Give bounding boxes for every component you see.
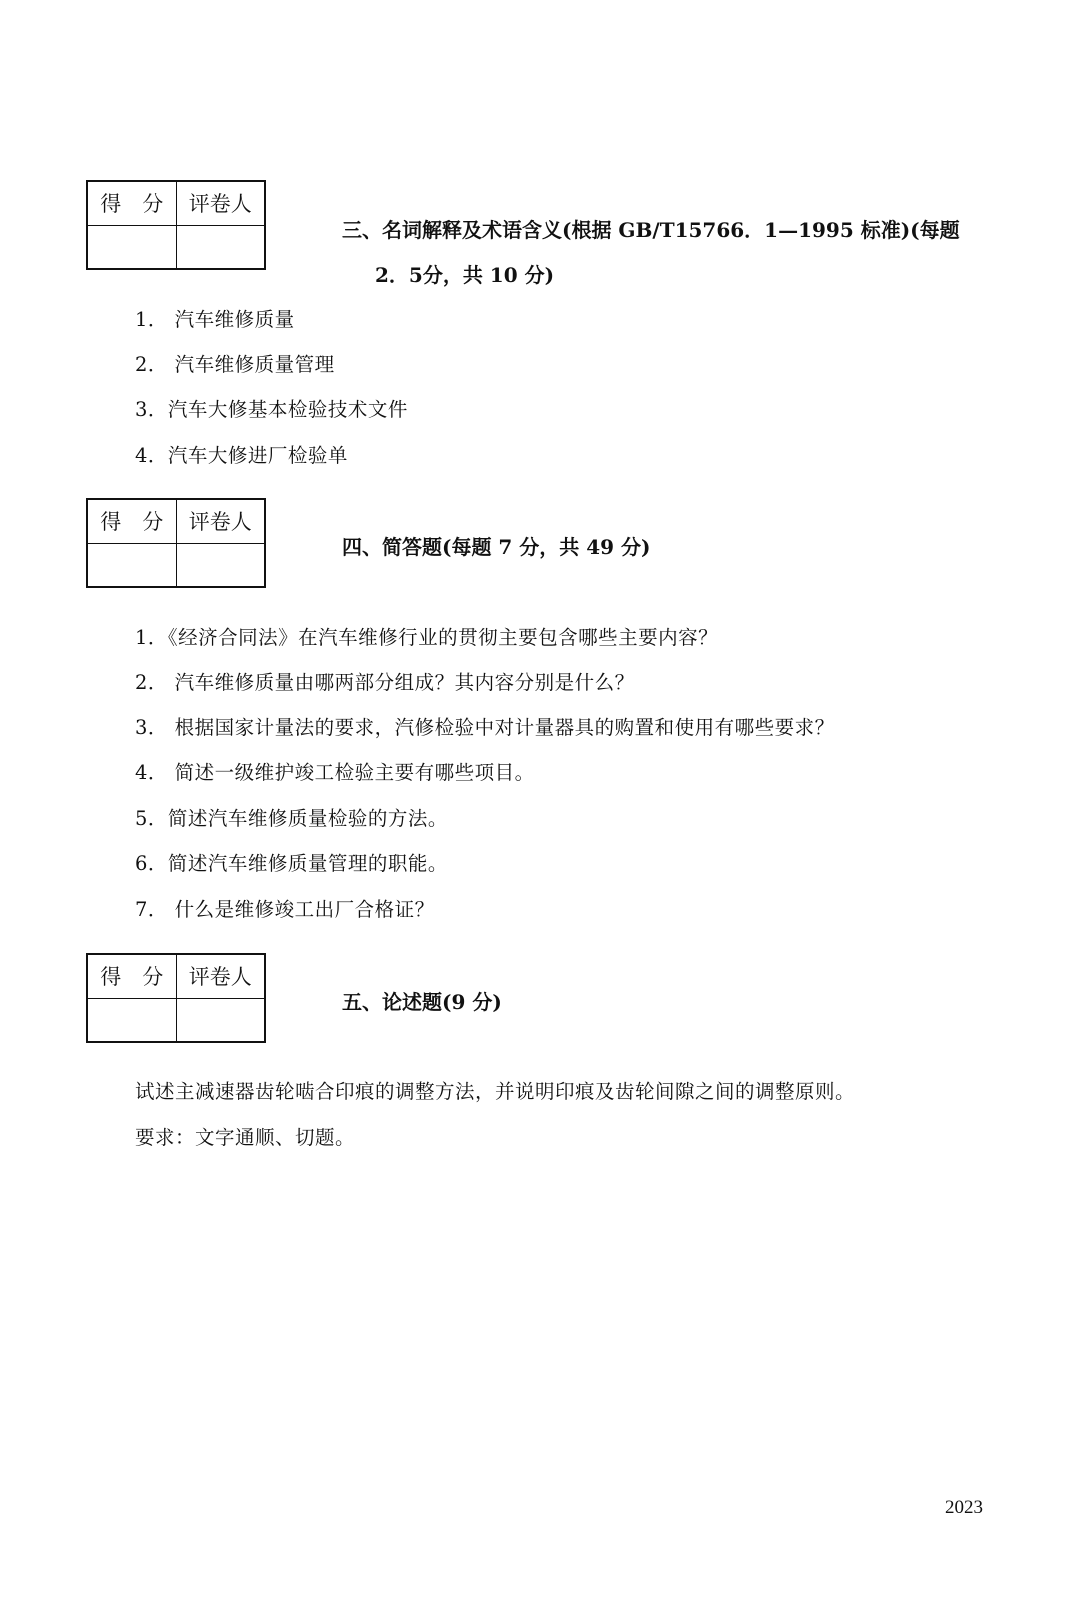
score-cell xyxy=(88,225,176,268)
section4-item-2: 2． 汽车维修质量由哪两部分组成？其内容分别是什么？ xyxy=(135,671,635,694)
score-box-section5 xyxy=(86,953,266,1043)
section5-question: 试述主减速器齿轮啮合印痕的调整方法，并说明印痕及齿轮间隙之间的调整原则。 xyxy=(135,1080,856,1103)
score-label: 得 分 xyxy=(88,955,176,998)
section5-title: 五、论述题(9 分) xyxy=(342,990,502,1014)
section3-subtitle: 2．5分，共 10 分) xyxy=(375,263,555,287)
section3-item-3: 3．汽车大修基本检验技术文件 xyxy=(135,398,408,421)
section4-item-7: 7． 什么是维修竣工出厂合格证？ xyxy=(135,898,435,921)
score-label: 得 分 xyxy=(88,182,176,225)
grader-cell xyxy=(176,998,264,1041)
section4-item-5: 5．简述汽车维修质量检验的方法。 xyxy=(135,807,448,830)
score-label: 得 分 xyxy=(88,500,176,543)
score-cell xyxy=(88,998,176,1041)
grader-label: 评卷人 xyxy=(176,182,264,225)
grader-label: 评卷人 xyxy=(176,500,264,543)
grader-label: 评卷人 xyxy=(176,955,264,998)
grader-cell xyxy=(176,543,264,586)
section4-item-3: 3． 根据国家计量法的要求，汽修检验中对计量器具的购置和使用有哪些要求？ xyxy=(135,716,835,739)
section4-item-4: 4． 简述一级维护竣工检验主要有哪些项目。 xyxy=(135,761,535,784)
section4-item-1: 1．《经济合同法》在汽车维修行业的贯彻主要包含哪些主要内容？ xyxy=(135,626,719,649)
section3-item-1: 1． 汽车维修质量 xyxy=(135,308,295,331)
score-box-section4 xyxy=(86,498,266,588)
score-box-section3 xyxy=(86,180,266,270)
section4-item-6: 6．简述汽车维修质量管理的职能。 xyxy=(135,852,448,875)
page-number: 2023 xyxy=(945,1497,983,1518)
section5-requirement: 要求：文字通顺、切题。 xyxy=(135,1126,356,1149)
section3-item-2: 2． 汽车维修质量管理 xyxy=(135,353,335,376)
grader-cell xyxy=(176,225,264,268)
section3-title: 三、名词解释及术语含义(根据 GB/T15766．1—1995 标准)(每题 xyxy=(342,218,960,242)
section4-title: 四、简答题(每题 7 分，共 49 分) xyxy=(342,535,651,559)
score-cell xyxy=(88,543,176,586)
section3-item-4: 4．汽车大修进厂检验单 xyxy=(135,444,348,467)
